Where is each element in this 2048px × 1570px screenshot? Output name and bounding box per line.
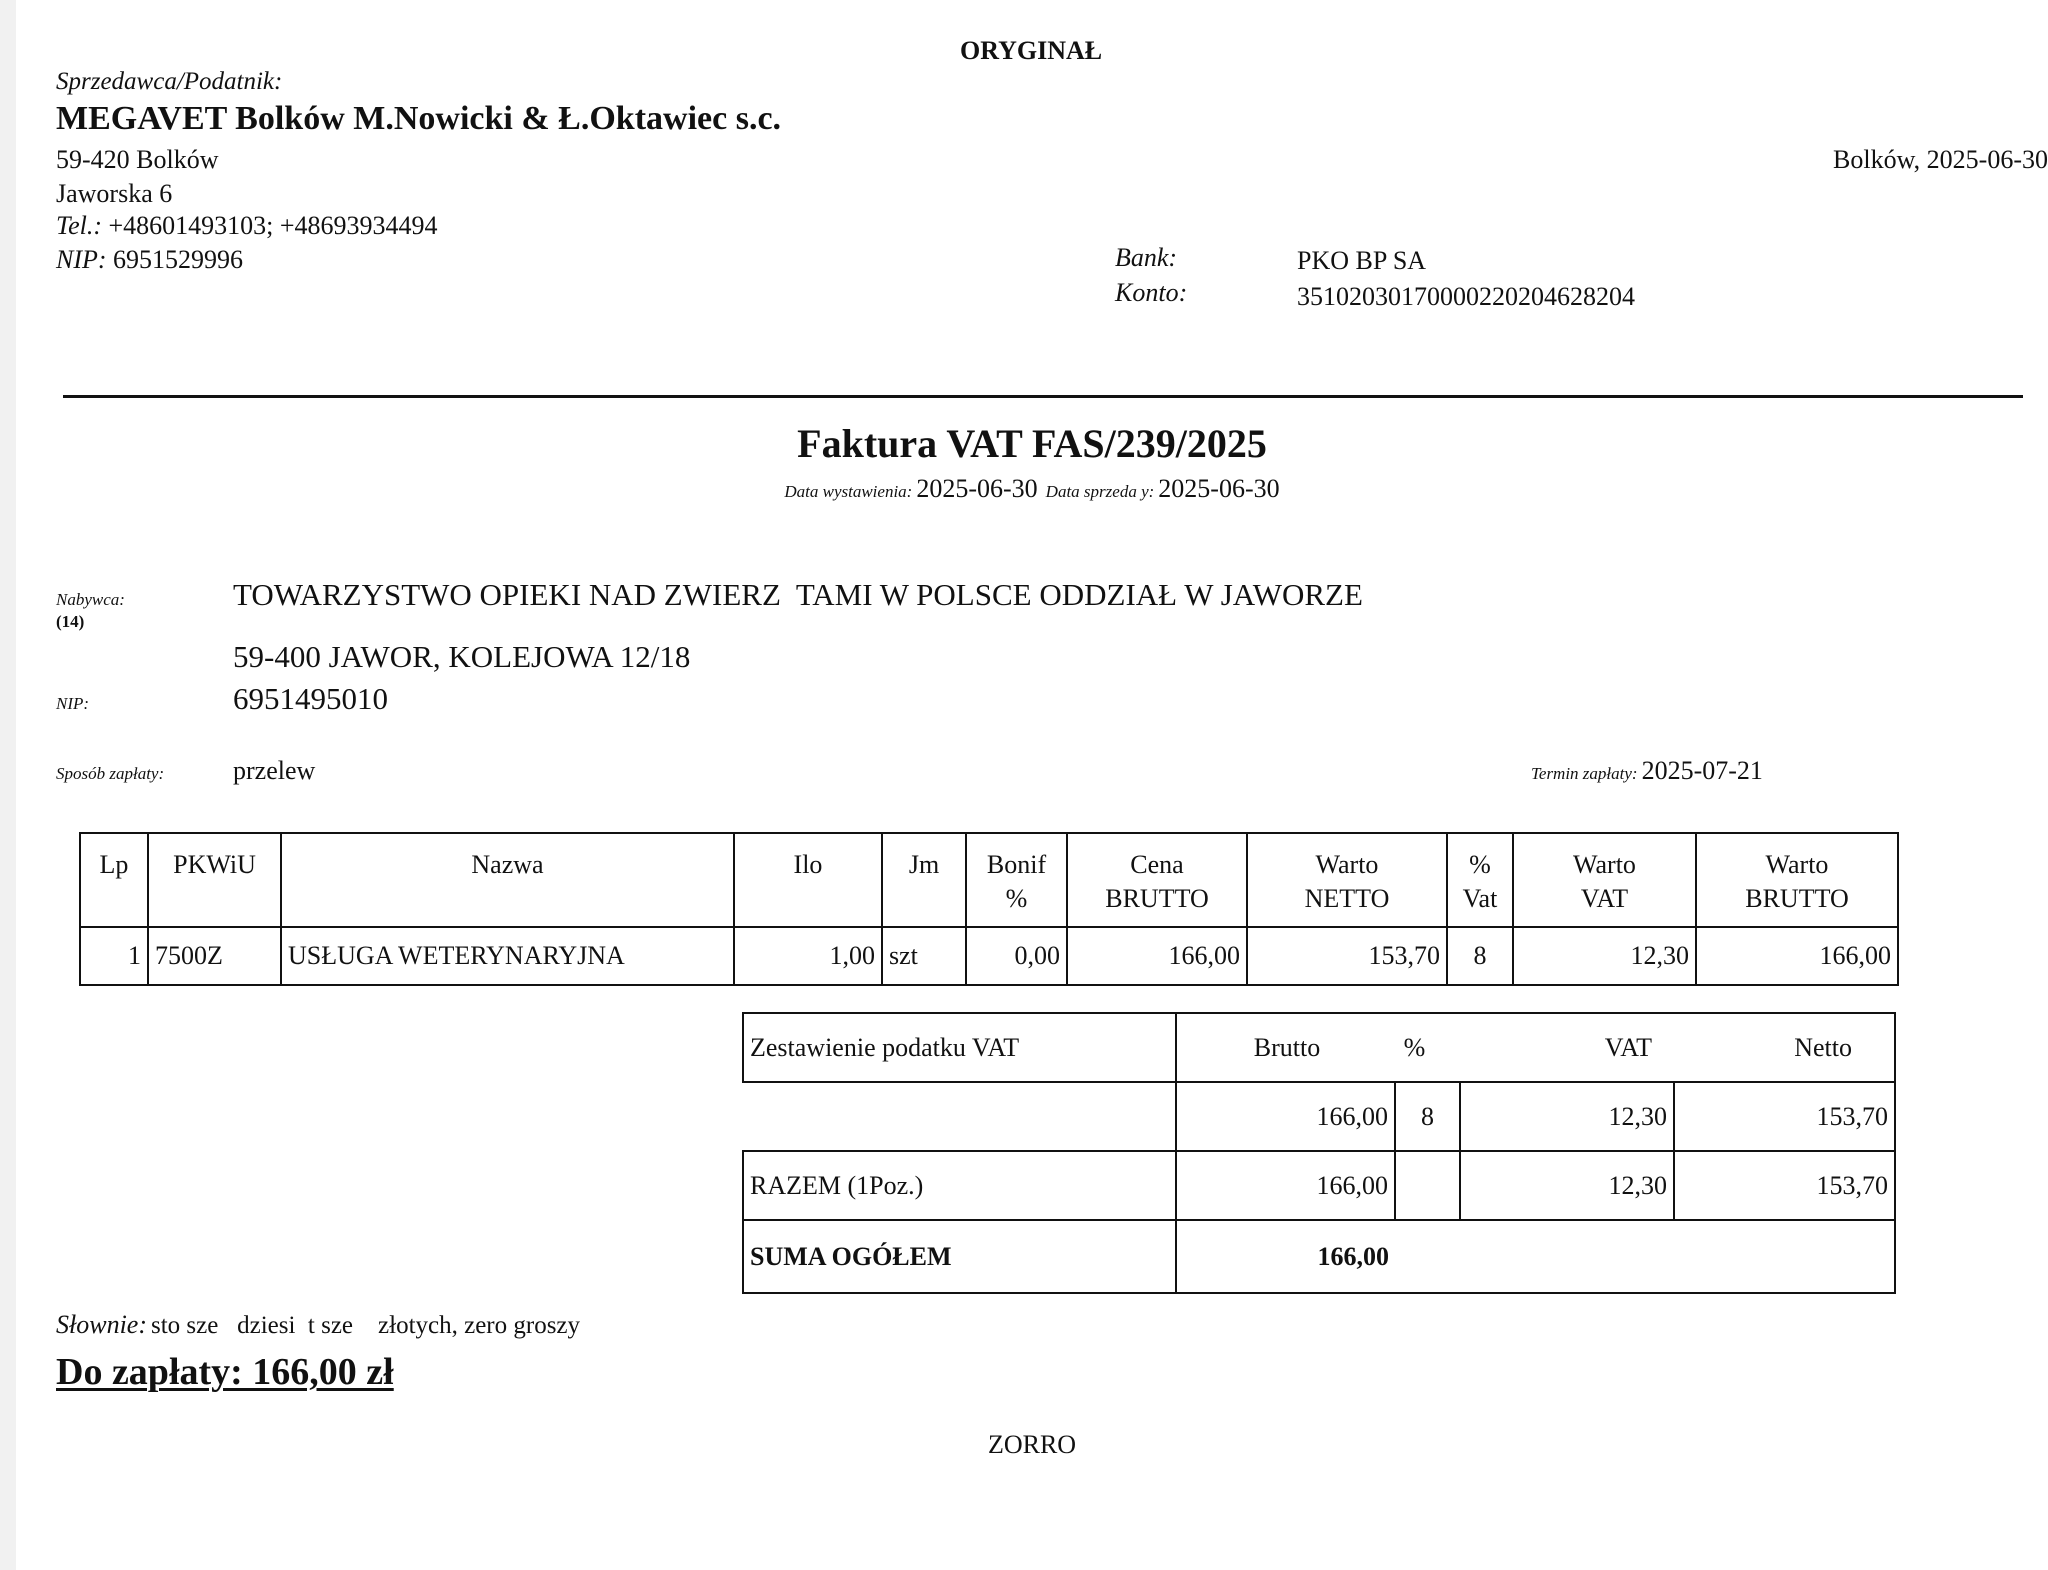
row-vat-rate: 8 bbox=[1447, 927, 1513, 985]
vat-h-netto: Netto bbox=[1794, 1032, 1852, 1062]
row-brutto: 166,00 bbox=[1696, 927, 1898, 985]
words-label: Słownie: bbox=[56, 1310, 147, 1339]
vat-h-rate: % bbox=[1403, 1032, 1426, 1062]
buyer-name: TOWARZYSTWO OPIEKI NAD ZWIERZ TAMI W POLSCE ODDZIAŁ W JAWORZE bbox=[233, 577, 1363, 612]
seller-name: MEGAVET Bolków M.Nowicki & Ł.Oktawiec s.c. bbox=[56, 100, 782, 137]
payment-method-label: Sposób zapłaty: bbox=[56, 764, 165, 783]
vat-suma-brutto: 166,00 bbox=[1176, 1220, 1395, 1293]
seller-postal: 59-420 Bolków bbox=[56, 145, 219, 174]
buyer-label: Nabywca: bbox=[56, 590, 125, 609]
col-vat-rate bbox=[1447, 833, 1513, 927]
col-netto bbox=[1247, 833, 1447, 927]
vat-suma-empty bbox=[1395, 1220, 1895, 1293]
buyer-address: 59-400 JAWOR, KOLEJOWA 12/18 bbox=[233, 639, 691, 674]
col-cena-l2: BRUTTO bbox=[1105, 884, 1209, 913]
vat-razem-vat: 12,30 bbox=[1460, 1151, 1674, 1220]
payment-due bbox=[1531, 756, 1763, 786]
col-ilo: Ilo bbox=[734, 833, 882, 927]
col-cena-l1: Cena bbox=[1130, 850, 1184, 879]
account-number: 35102030170000220204628204 bbox=[1297, 282, 1635, 311]
vat-header-cols bbox=[1176, 1013, 1895, 1082]
vat-rate-brutto: 166,00 bbox=[1176, 1082, 1395, 1151]
row-vat: 12,30 bbox=[1513, 927, 1696, 985]
bank-label: Bank: bbox=[1115, 243, 1178, 272]
vat-suma-label: SUMA OGÓŁEM bbox=[743, 1220, 1176, 1293]
vat-razem-row bbox=[743, 1151, 1895, 1220]
footer-issuer: ZORRO bbox=[987, 1430, 1077, 1459]
place-date: Bolków, 2025-06-30 bbox=[1833, 145, 2048, 174]
row-bonif: 0,00 bbox=[966, 927, 1067, 985]
buyer-nip: 6951495010 bbox=[233, 681, 388, 716]
sale-date: 2025-06-30 bbox=[1158, 474, 1280, 503]
issue-date: 2025-06-30 bbox=[916, 474, 1038, 503]
amount-in-words bbox=[56, 1310, 580, 1340]
col-bonif bbox=[966, 833, 1067, 927]
col-bonif-l2: % bbox=[1005, 884, 1028, 913]
vat-rate-rate: 8 bbox=[1395, 1082, 1460, 1151]
col-netto-l2: NETTO bbox=[1304, 884, 1390, 913]
col-vat bbox=[1513, 833, 1696, 927]
col-brutto-l2: BRUTTO bbox=[1745, 884, 1849, 913]
col-lp: Lp bbox=[80, 833, 148, 927]
col-vat-rate-l1: % bbox=[1469, 850, 1491, 879]
vat-h-vat: VAT bbox=[1604, 1032, 1652, 1062]
payment-method: przelew bbox=[233, 756, 316, 785]
vat-header-row bbox=[743, 1013, 1895, 1082]
seller-street: Jaworska 6 bbox=[56, 179, 173, 208]
items-header-row bbox=[80, 833, 1898, 927]
seller-label: Sprzedawca/Podatnik: bbox=[56, 68, 283, 95]
col-vat-l1: Warto bbox=[1573, 850, 1636, 879]
vat-rate-row bbox=[743, 1082, 1895, 1151]
vat-h-brutto: Brutto bbox=[1253, 1032, 1321, 1062]
vat-razem-brutto: 166,00 bbox=[1176, 1151, 1395, 1220]
buyer-code: (14) bbox=[56, 612, 85, 631]
col-netto-l1: Warto bbox=[1315, 850, 1379, 879]
bank-name: PKO BP SA bbox=[1297, 246, 1427, 275]
buyer-nip-label: NIP: bbox=[56, 694, 90, 713]
issue-date-label: Data wystawienia: bbox=[784, 482, 913, 501]
invoice-dates bbox=[16, 474, 2048, 504]
seller-nip bbox=[56, 245, 243, 275]
vat-rate-empty bbox=[743, 1082, 1176, 1151]
original-label: ORYGINAŁ bbox=[960, 36, 1103, 65]
row-lp: 1 bbox=[80, 927, 148, 985]
invoice-page bbox=[16, 0, 2048, 1570]
col-pkwiu: PKWiU bbox=[148, 833, 281, 927]
table-row bbox=[80, 927, 1898, 985]
col-jm: Jm bbox=[882, 833, 966, 927]
tel-value: +48601493103; +48693934494 bbox=[108, 211, 438, 240]
nip-value: 6951529996 bbox=[113, 245, 244, 274]
items-table bbox=[79, 832, 1899, 986]
col-brutto bbox=[1696, 833, 1898, 927]
col-bonif-l1: Bonif bbox=[986, 850, 1047, 879]
vat-rate-vat: 12,30 bbox=[1460, 1082, 1674, 1151]
col-vat-rate-l2: Vat bbox=[1462, 884, 1498, 913]
seller-tel bbox=[56, 211, 438, 241]
due-date: 2025-07-21 bbox=[1641, 756, 1763, 785]
vat-razem-rate-empty bbox=[1395, 1151, 1460, 1220]
col-vat-l2: VAT bbox=[1580, 884, 1629, 913]
account-label: Konto: bbox=[1115, 278, 1188, 307]
divider-line bbox=[63, 395, 2023, 398]
tel-label: Tel.: bbox=[56, 211, 102, 240]
vat-razem-label: RAZEM (1Poz.) bbox=[743, 1151, 1176, 1220]
row-netto: 153,70 bbox=[1247, 927, 1447, 985]
invoice-title: Faktura VAT FAS/239/2025 bbox=[797, 421, 1267, 466]
row-cena: 166,00 bbox=[1067, 927, 1247, 985]
row-jm: szt bbox=[882, 927, 966, 985]
due-date-label: Termin zapłaty: bbox=[1531, 764, 1638, 783]
row-pkwiu: 7500Z bbox=[148, 927, 281, 985]
vat-rate-netto: 153,70 bbox=[1674, 1082, 1895, 1151]
col-brutto-l1: Warto bbox=[1765, 850, 1829, 879]
amount-to-pay: Do zapłaty: 166,00 zł bbox=[56, 1351, 394, 1393]
vat-summary-table bbox=[742, 1012, 1896, 1294]
sale-date-label: Data sprzeda y: bbox=[1045, 482, 1155, 501]
vat-razem-netto: 153,70 bbox=[1674, 1151, 1895, 1220]
col-nazwa: Nazwa bbox=[281, 833, 734, 927]
words-text: sto sze dziesi t sze złotych, zero groszy bbox=[151, 1312, 581, 1339]
nip-label: NIP: bbox=[56, 245, 107, 274]
vat-summary-title: Zestawienie podatku VAT bbox=[743, 1013, 1176, 1082]
row-nazwa: USŁUGA WETERYNARYJNA bbox=[281, 927, 734, 985]
row-ilo: 1,00 bbox=[734, 927, 882, 985]
col-cena bbox=[1067, 833, 1247, 927]
vat-suma-row bbox=[743, 1220, 1895, 1293]
